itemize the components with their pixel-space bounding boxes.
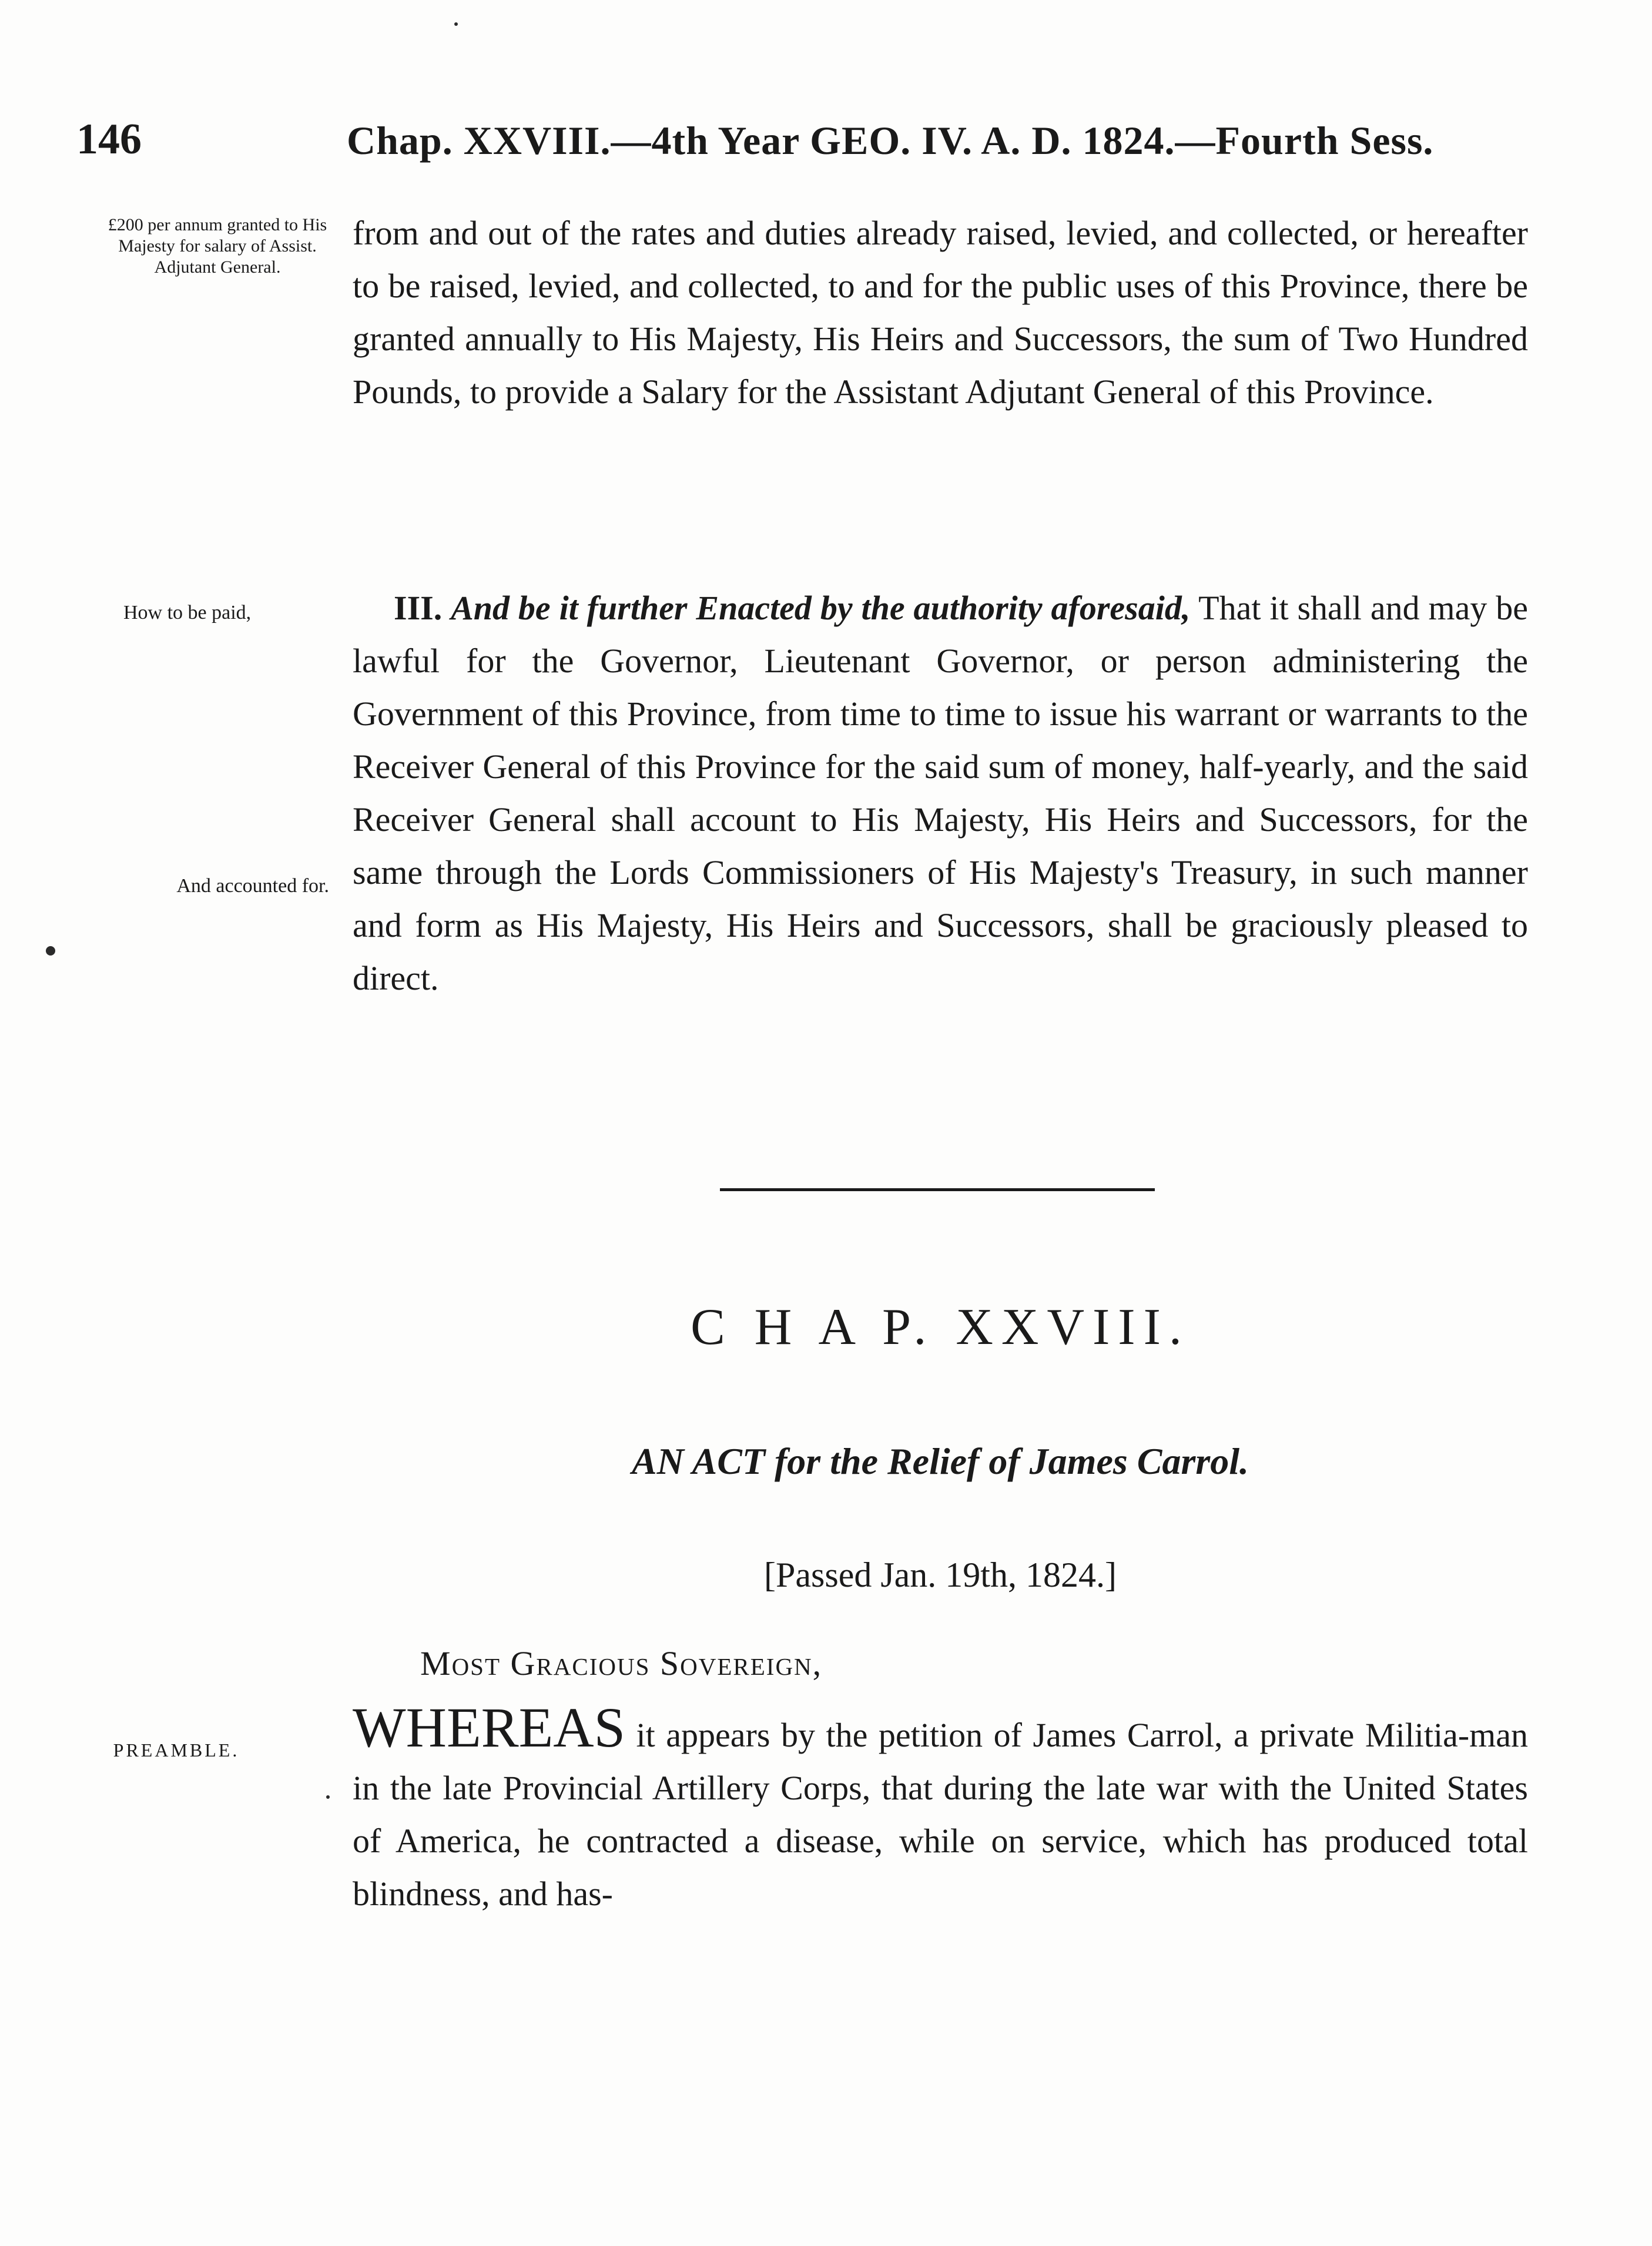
act-title: AN ACT for the Relief of James Carrol.	[631, 1440, 1249, 1482]
margin-note-preamble: PREAMBLE.	[113, 1739, 240, 1761]
paragraph-section-three	[353, 582, 1528, 1005]
passed-date: [Passed Jan. 19th, 1824.]	[764, 1556, 1117, 1594]
print-speck	[454, 22, 458, 26]
print-speck	[46, 946, 55, 956]
preamble-text: it appears by the petition of James Carrol, a private Militia-man in the late Provincial Artillery Corps, that during the late war with the United States of America, he contracted a disease, while on service, which has produced total blindness, and has-	[353, 1716, 1528, 1913]
chapter-title: C H A P. XXVIII.	[691, 1299, 1190, 1356]
print-speck	[326, 1795, 330, 1799]
paragraph-salary-clause: from and out of the rates and duties already raised, levied, and collected, or hereafter to be raised, levied, and collected, to and for the public uses of this Province, there be granted annually to His Majesty, His Heirs and Successors, the sum of Two Hundred Pounds, to provide a Salary for the Assistant Adjutant General of this Province.	[353, 214, 1528, 411]
preamble-first-word: WHEREAS	[353, 1696, 625, 1759]
address-salutation: Most Gracious Sovereign,	[420, 1644, 823, 1682]
margin-note-accounted-for: And accounted for.	[176, 875, 329, 897]
section-three-text: That it shall and may be lawful for the Governor, Lieutenant Governor, or person administering the Government of this Province, from time to time to issue his warrant or warrants to the Receiver General of this Province for the said sum of money, half-yearly, and the said Receiver General shall account to His Majesty, His Heirs and Successors, for the same through the Lords Commissioners of His Majesty's Treasury, in such manner and form as His Majesty, His Heirs and Successors, shall be graciously pleased to direct.	[353, 589, 1529, 997]
margin-note-salary: £200 per annum granted to His Majesty for salary of Assist. Adjutant General.	[108, 215, 327, 277]
chapter-divider-rule	[720, 1188, 1155, 1191]
paragraph-preamble	[353, 1696, 1528, 1920]
running-head: Chap. XXVIII.—4th Year GEO. IV. A. D. 1824.—Fourth Sess.	[347, 118, 1434, 163]
section-enacting-clause: And be it further Enacted by the authority aforesaid,	[451, 589, 1191, 627]
page-number: 146	[76, 115, 142, 163]
margin-note-how-paid: How to be paid,	[123, 602, 252, 623]
section-number: III.	[394, 589, 443, 627]
